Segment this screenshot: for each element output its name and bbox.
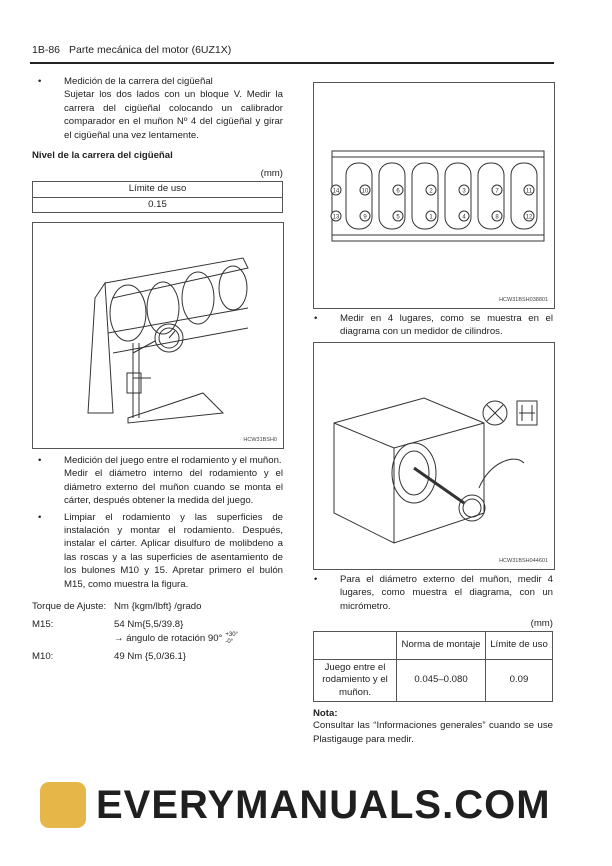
figure-bolt-sequence: [313, 82, 555, 309]
bolt-number: 12: [525, 214, 533, 221]
watermark-text: EVERYMANUALS.COM: [96, 783, 551, 827]
note-title: Nota:: [313, 708, 338, 720]
bolt-number: 10: [361, 188, 369, 195]
crankcase-bolt-diagram: [314, 83, 554, 308]
bolt-number: 8: [495, 214, 499, 221]
runout-table: [32, 181, 283, 213]
unit-label: (mm): [530, 618, 553, 630]
bullet-micrometer: • Para el diámetro externo del muñon, medir 4 lugares, como muestra el diagrama, con un micrómetro.: [314, 574, 553, 612]
bullet-install: • Limpiar el rodamiento y las superficies de instalación y montar el rodamiento. Después, instalar el cárter. Aplicar disulfuro de molibdeno a las roscas y a las superficies de asentamiento de los bulones M10 y 15. Apretar primero el bulón M15, como muestra la figura.: [38, 511, 283, 590]
figure-label: HCW31BSH0: [243, 437, 277, 443]
bullet-title: Medición de la carrera del cigüeñal: [64, 76, 213, 87]
col-standard: Norma de montaje: [397, 632, 486, 660]
bolt-number: 1: [429, 214, 433, 221]
runout-heading: Nivel de la carrera del cigüeñal: [32, 150, 173, 162]
bore-gauge-illustration: [314, 343, 554, 569]
bolt-number: 14: [332, 188, 340, 195]
standard-value: 0.045–0.080: [397, 660, 486, 702]
left-column-bottom: [32, 454, 283, 664]
limit-value: 0.09: [486, 660, 553, 702]
bullet-text: Para el diámetro externo del muñon, medir 4 lugares, como muestra el diagrama, con un micrómetro.: [340, 574, 553, 612]
bullet-text: Limpiar el rodamiento y las superficies de instalación y montar el rodamiento. Después, instalar el cárter. Aplicar disulfuro de molibdeno a las roscas y a las superficies de asentamiento de los bulones M10 y 15. Apretar primero el bulón M15, como muestra la figura.: [64, 511, 283, 590]
figure-bore-gauge: [313, 342, 555, 570]
note-text: Consultar las “Informaciones generales” cuando se use Plastigauge para medir.: [313, 720, 553, 745]
bolt-number: 11: [525, 188, 533, 195]
bolt-number: 13: [332, 214, 340, 221]
bullet-bore-gauge: • Medir en 4 lugares, como se muestra en el diagrama con un medidor de cilindros.: [314, 313, 553, 338]
bullet-text: Sujetar los dos lados con un bloque V. Medir la carrera del cigüeñal colocando un calibrador comparador en el muñon Nº 4 del cigüeñal y girar el cigüeñal una vez lentamente.: [64, 89, 283, 141]
right-column-bottom: [313, 573, 553, 746]
table-header: Límite de uso: [33, 182, 283, 198]
page-number: 1B-86: [32, 44, 61, 56]
unit-label: (mm): [260, 168, 283, 180]
section-title: Parte mecánica del motor (6UZ1X): [69, 44, 232, 56]
m10-value: 49 Nm {5,0/36.1}: [114, 651, 187, 663]
crankshaft-illustration: [33, 223, 283, 448]
header-rule: [30, 62, 554, 64]
clearance-table: [313, 631, 553, 702]
bolt-number: 6: [396, 188, 400, 195]
m10-label: M10:: [32, 651, 54, 663]
bolt-number: 5: [396, 214, 400, 221]
torque-label: Torque de Ajuste:: [32, 601, 107, 613]
torque-spec: [32, 600, 283, 664]
figure-label: HCW31BSH044601: [499, 558, 548, 564]
m15-value: 54 Nm{5,5/39.8}: [114, 619, 184, 631]
bullet-text: Medir el diámetro interno del rodamiento y el diámetro externo del muñon cuando se monta el cárter, después obtener la medida del juego.: [64, 468, 283, 507]
bullet-title: Medición del juego entre el rodamiento y el muñon.: [64, 455, 282, 466]
bolt-number: 3: [462, 188, 466, 195]
bolt-number: 7: [495, 188, 499, 195]
bolt-number: 2: [429, 188, 433, 195]
watermark-logo: [40, 782, 86, 828]
m15-label: M15:: [32, 619, 54, 631]
row-label: Juego entre el rodamiento y el muñon.: [314, 660, 397, 702]
figure-crankshaft-dial-gauge: [32, 222, 284, 449]
bolt-number: 9: [363, 214, 367, 221]
left-column-top: [32, 75, 283, 213]
bullet-clearance: • Medición del juego entre el rodamiento y el muñon. Medir el diámetro interno del rodamiento y el diámetro externo del muñon cuando se monta el cárter, después obtener la medida del juego.: [38, 455, 283, 507]
page-header: [32, 44, 240, 56]
bullet-crank-runout: • Medición de la carrera del cigüeñal Sujetar los dos lados con un bloque V. Medir la carrera del cigüeñal colocando un calibrador comparador en el muñon Nº 4 del cigüeñal y girar el cigüeñal una vez lentamente.: [38, 76, 283, 141]
m15-angle: → ángulo de rotación 90°: [114, 633, 223, 645]
torque-units: Nm {kgm/lbft} /grado: [114, 601, 202, 613]
table-value: 0.15: [33, 197, 283, 213]
tolerance-plus: +30°: [225, 632, 238, 639]
bullet-text: Medir en 4 lugares, como se muestra en el diagrama con un medidor de cilindros.: [340, 313, 553, 338]
figure-label: HCW31BSH038801: [499, 297, 548, 303]
bolt-number: 4: [462, 214, 466, 221]
tolerance-minus: -0°: [225, 639, 234, 646]
col-limit: Límite de uso: [486, 632, 553, 660]
empty-cell: [314, 632, 397, 660]
